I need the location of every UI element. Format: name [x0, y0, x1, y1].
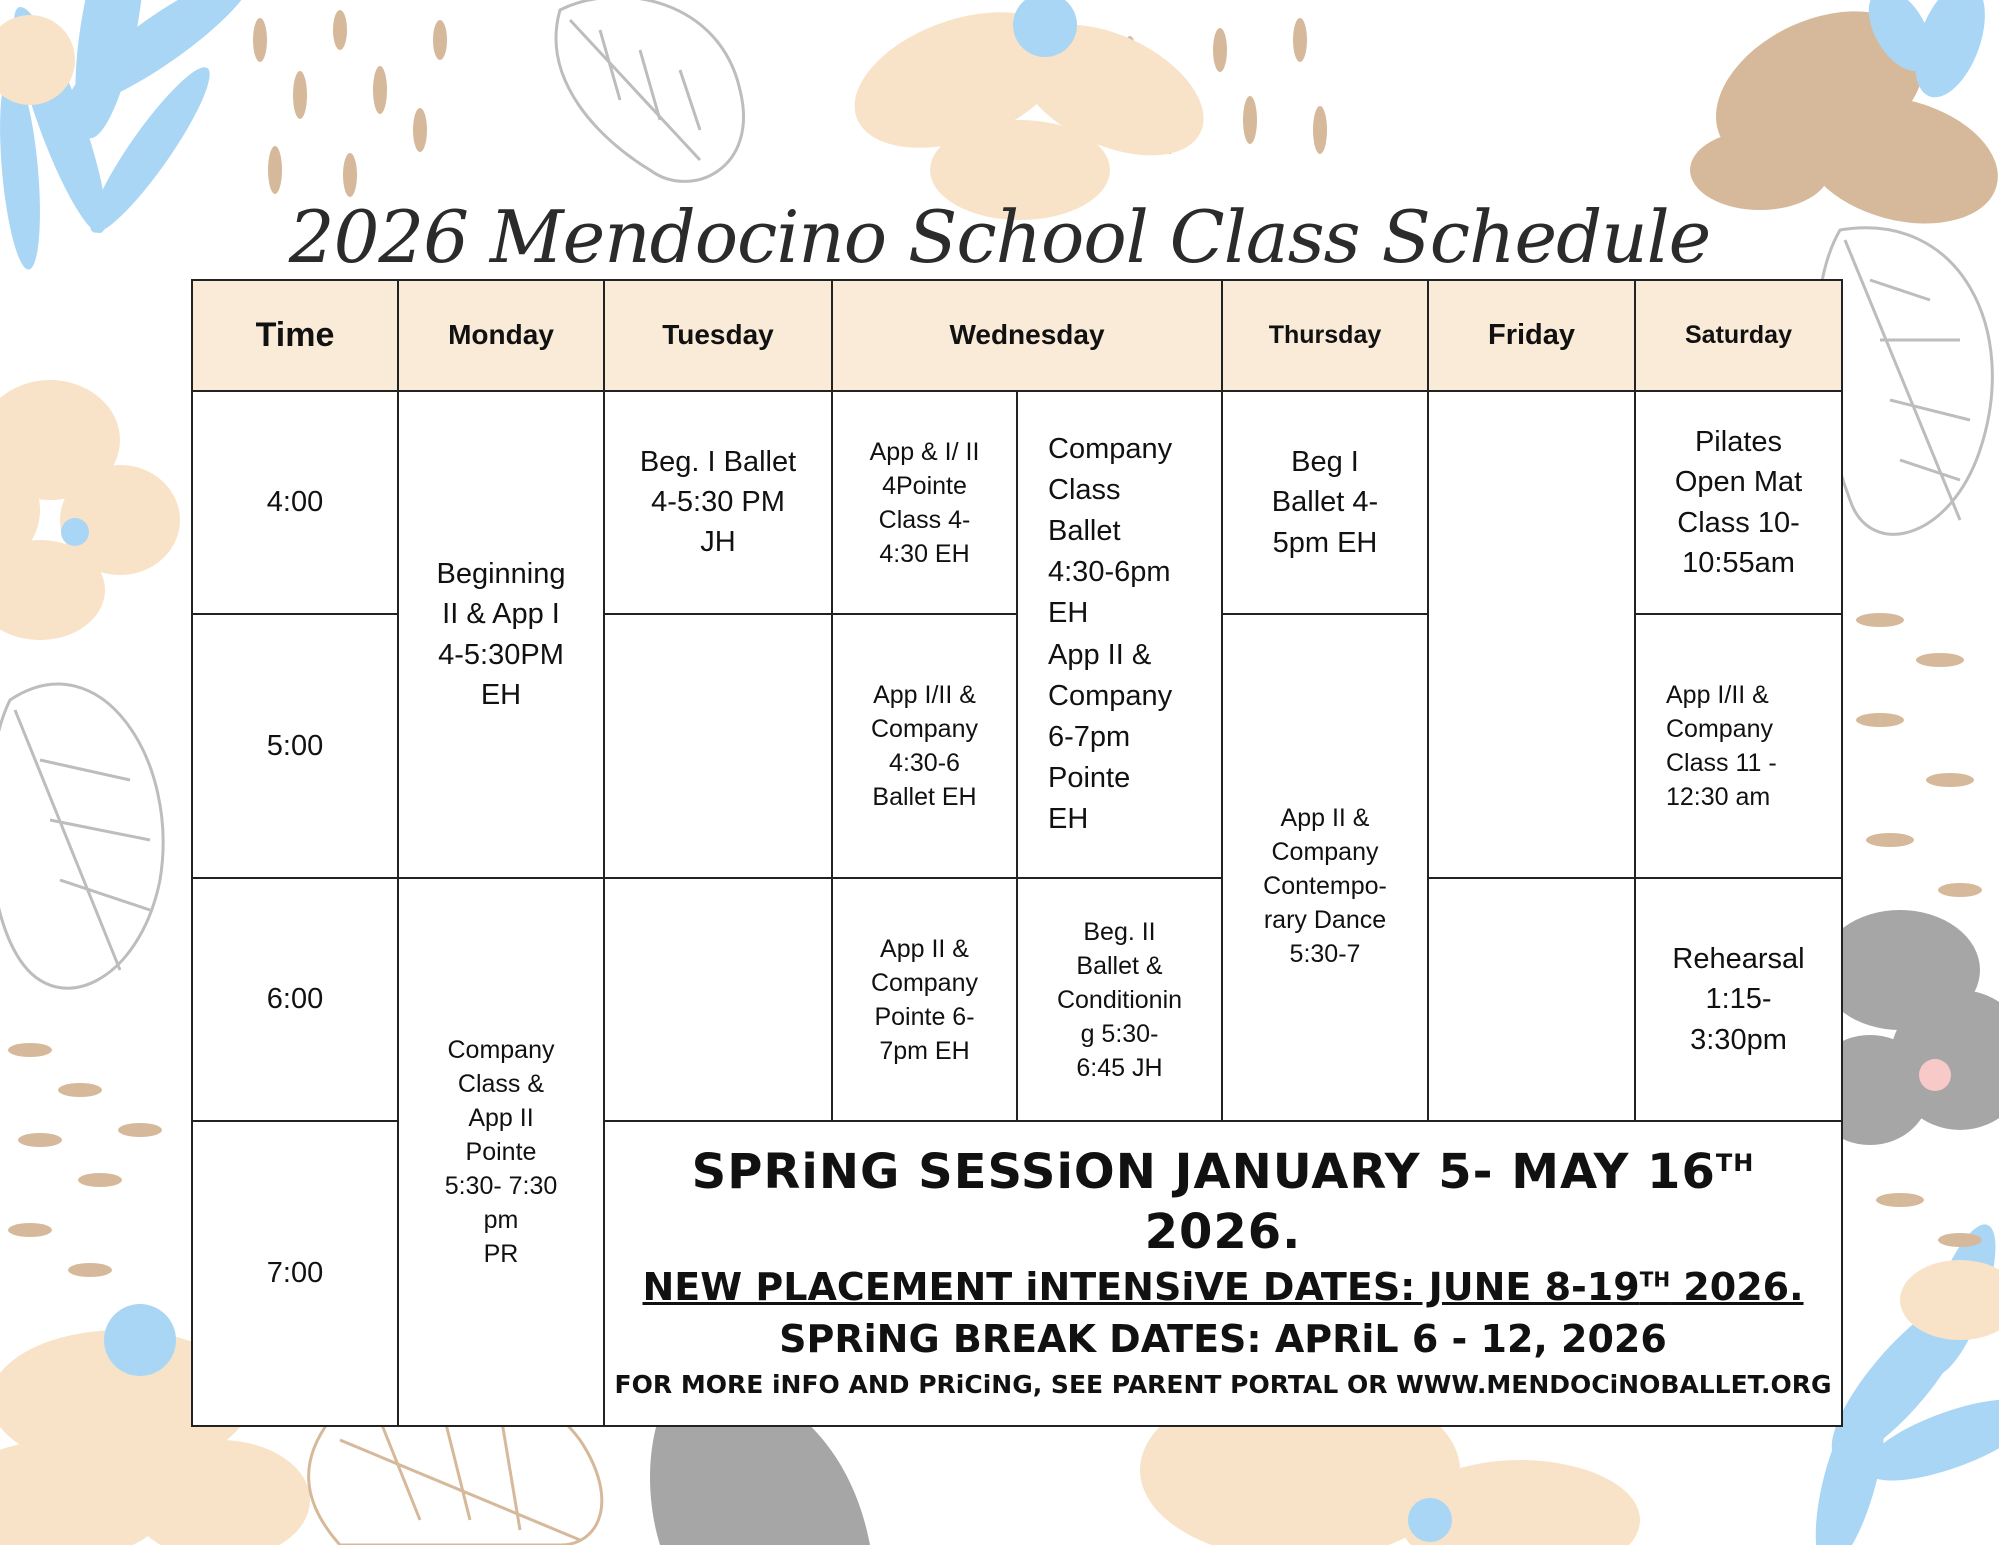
tuesday-empty-cell [604, 614, 832, 878]
class-wednesday-company-ballet: Company Class Ballet 4:30-6pm EH App II & Company 6-7pm Pointe EH [1017, 391, 1222, 878]
class-wednesday-app-pointe: App & I/ II 4Pointe Class 4- 4:30 EH [832, 391, 1017, 614]
leaf-outline-left [0, 684, 163, 988]
class-monday-company: Company Class & App II Pointe 5:30- 7:30 pm PR [398, 878, 604, 1426]
time-cell: 5:00 [192, 614, 398, 878]
spring-break-line: SPRiNG BREAK DATES: APRiL 6 - 12, 2026 [779, 1316, 1667, 1361]
class-saturday-app-company: App I/II & Company Class 11 - 12:30 am [1635, 614, 1842, 878]
session-notes [604, 1121, 1842, 1426]
time-cell: 7:00 [192, 1121, 398, 1426]
class-monday-beginning: Beginning II & App I 4-5:30PM EH [398, 391, 604, 878]
header-saturday: Saturday [1635, 280, 1842, 391]
class-schedule-table [191, 279, 1843, 1427]
header-time: Time [192, 280, 398, 391]
class-wednesday-beg2: Beg. II Ballet & Conditionin g 5:30- 6:45 JH [1017, 878, 1222, 1121]
leaf-outline-top [556, 0, 743, 181]
class-wednesday-app-company: App I/II & Company 4:30-6 Ballet EH [832, 614, 1017, 878]
placement-intensive-line: NEW PLACEMENT iNTENSiVE DATES: JUNE 8-19TH 2026. [642, 1265, 1804, 1310]
header-friday: Friday [1428, 280, 1635, 391]
row-4-00 [192, 391, 1842, 614]
friday-empty-cell [1428, 878, 1635, 1121]
class-tuesday-beg1: Beg. I Ballet 4-5:30 PM JH [604, 391, 832, 614]
time-cell: 4:00 [192, 391, 398, 614]
time-cell: 6:00 [192, 878, 398, 1121]
row-6-00 [192, 878, 1842, 1121]
header-thursday: Thursday [1222, 280, 1428, 391]
spring-session-line: SPRiNG SESSiON JANUARY 5- MAY 16TH 2026. [691, 1144, 1755, 1261]
class-wednesday-app2-pointe: App II & Company Pointe 6- 7pm EH [832, 878, 1017, 1121]
header-row [192, 280, 1842, 391]
page-title: 2026 Mendocino School Class Schedule [288, 195, 1711, 279]
cream-flower-left [0, 380, 180, 640]
class-thursday-beg1: Beg I Ballet 4- 5pm EH [1222, 391, 1428, 614]
class-saturday-rehearsal: Rehearsal 1:15- 3:30pm [1635, 878, 1842, 1121]
header-monday: Monday [398, 280, 604, 391]
friday-empty-cell [1428, 391, 1635, 878]
header-wednesday: Wednesday [832, 280, 1222, 391]
header-tuesday: Tuesday [604, 280, 832, 391]
class-saturday-pilates: Pilates Open Mat Class 10- 10:55am [1635, 391, 1842, 614]
tan-dashes-left [8, 1043, 162, 1277]
more-info-line: FOR MORE iNFO AND PRiCiNG, SEE PARENT PORTAL OR WWW.MENDOCiNOBALLET.ORG [614, 1369, 1832, 1399]
class-thursday-contemporary: App II & Company Contempo- rary Dance 5:30-7 [1222, 614, 1428, 1121]
tuesday-empty-cell [604, 878, 832, 1121]
